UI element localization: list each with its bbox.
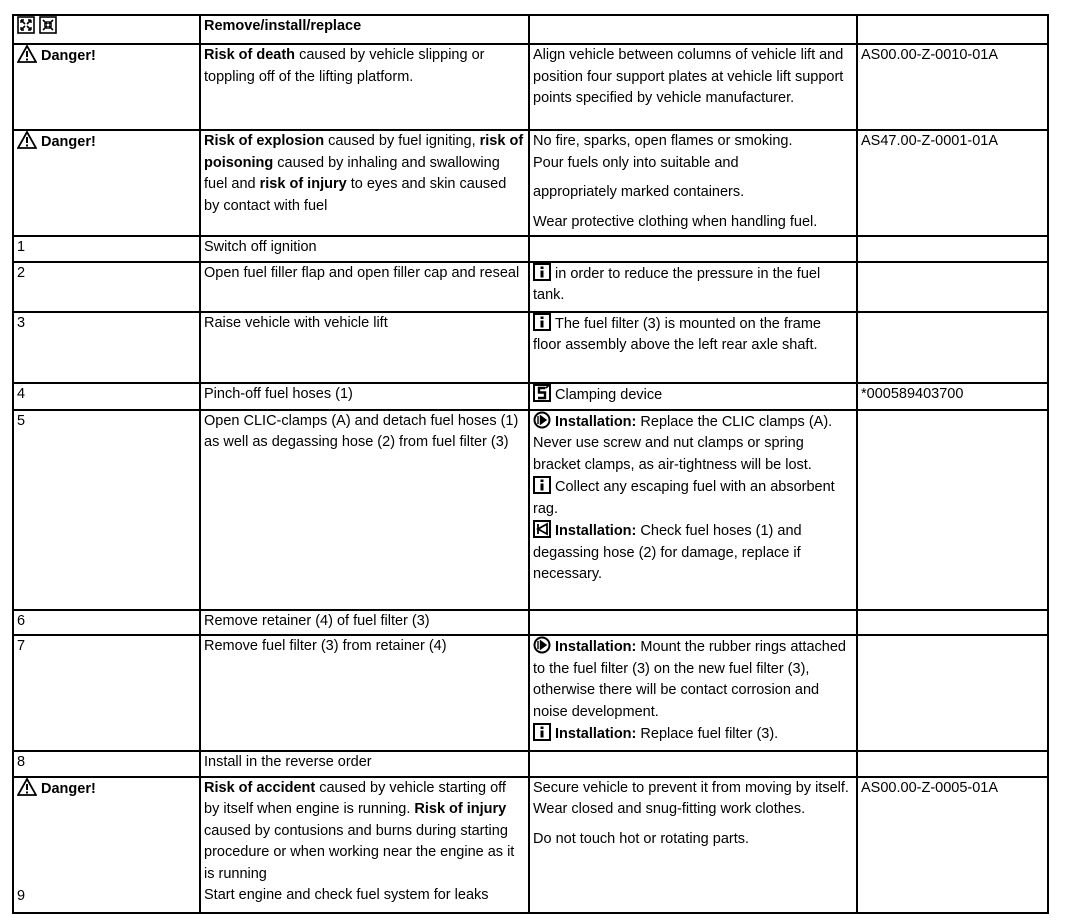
warning-icon: [17, 45, 37, 63]
step-note: Clamping device: [529, 383, 857, 410]
header-title: Remove/install/replace: [200, 15, 529, 44]
step-number: 6: [13, 610, 200, 636]
step-text: Remove retainer (4) of fuel filter (3): [200, 610, 529, 636]
danger-row-fuel: [13, 130, 1048, 236]
danger-text: Risk of death caused by vehicle slipping or toppling off of the lifting platform.: [200, 44, 529, 130]
step-text: Open fuel filler flap and open filler cap and reseal: [200, 262, 529, 312]
check-icon: [533, 520, 551, 538]
step-text: Pinch-off fuel hoses (1): [200, 383, 529, 410]
step-text: Open CLIC-clamps (A) and detach fuel hoses (1) as well as degassing hose (2) from fuel filter (3): [200, 410, 529, 610]
step-number: 8: [13, 751, 200, 777]
info-icon: [533, 313, 551, 331]
remove-icon: [17, 16, 35, 34]
installation-notice-icon: [533, 636, 551, 654]
danger-label: Danger!: [41, 780, 96, 797]
info-icon: [533, 723, 551, 741]
step-number: 4: [13, 383, 200, 410]
info-icon: [533, 263, 551, 281]
tool-reference: *000589403700: [857, 383, 1048, 410]
danger-reference: AS47.00-Z-0001-01A: [857, 130, 1048, 236]
step-note: The fuel filter (3) is mounted on the frame floor assembly above the left rear axle shaft.: [529, 312, 857, 383]
danger-text: Risk of accident caused by vehicle starting off by itself when engine is running. Risk of injury caused by contusions and burns during starting procedure or when working near the engine as it is running Start engine and check fuel system for leaks: [200, 777, 529, 913]
danger-text: Risk of explosion caused by fuel igniting, risk of poisoning caused by inhaling and swallowing fuel and risk of injury to eyes and skin caused by contact with fuel: [200, 130, 529, 236]
header-icons-cell: [13, 15, 200, 44]
table-row: [13, 312, 1048, 383]
info-icon: [533, 476, 551, 494]
procedure-table: [12, 14, 1049, 914]
step-text: Remove fuel filter (3) from retainer (4): [200, 635, 529, 751]
danger-measure: No fire, sparks, open flames or smoking. Pour fuels only into suitable and appropriately marked containers. Wear protective clothing when handling fuel.: [529, 130, 857, 236]
danger-measure: Secure vehicle to prevent it from moving by itself. Wear closed and snug-fitting work clothes. Do not touch hot or rotating parts.: [529, 777, 857, 913]
step-number: 2: [13, 262, 200, 312]
danger-label: Danger!: [41, 134, 96, 150]
step-text: Start engine and check fuel system for leaks: [204, 887, 489, 903]
step-text: Raise vehicle with vehicle lift: [200, 312, 529, 383]
table-header-row: [13, 15, 1048, 44]
installation-notice-icon: [533, 411, 551, 429]
table-row: [13, 410, 1048, 610]
step-text: Install in the reverse order: [200, 751, 529, 777]
danger-reference: AS00.00-Z-0005-01A: [857, 777, 1048, 913]
step-number: 7: [13, 635, 200, 751]
step-number: 1: [13, 236, 200, 262]
warning-icon: [17, 131, 37, 149]
danger-row-lift: [13, 44, 1048, 130]
step-note: in order to reduce the pressure in the fuel tank.: [529, 262, 857, 312]
danger-row-engine: [13, 777, 1048, 913]
step-number: 3: [13, 312, 200, 383]
special-tool-icon: [533, 384, 551, 402]
table-row: [13, 635, 1048, 751]
danger-label-cell: [13, 130, 200, 236]
table-row: [13, 751, 1048, 777]
table-row: [13, 383, 1048, 410]
step-note: Installation: Replace the CLIC clamps (A). Never use screw and nut clamps or spring bracket clamps, as air-tightness will be lost. Collect any escaping fuel with an absorbent rag. Installation: Check fuel hoses (1) and degassing hose (2) for damage, replace if necessary.: [529, 410, 857, 610]
table-row: [13, 236, 1048, 262]
danger-label-cell: [13, 777, 200, 913]
table-row: [13, 262, 1048, 312]
table-row: [13, 610, 1048, 636]
step-number: 5: [13, 410, 200, 610]
step-number: 9: [17, 887, 26, 904]
warning-icon: [17, 778, 37, 796]
step-text: Switch off ignition: [200, 236, 529, 262]
danger-label: Danger!: [41, 48, 96, 64]
step-note: Installation: Mount the rubber rings attached to the fuel filter (3) on the new fuel filter (3), otherwise there will be contact corrosion and noise development. Installation: Replace fuel filter (3).: [529, 635, 857, 751]
install-icon: [39, 16, 57, 34]
danger-reference: AS00.00-Z-0010-01A: [857, 44, 1048, 130]
danger-label-cell: [13, 44, 200, 130]
danger-measure: Align vehicle between columns of vehicle lift and position four support plates at vehicle lift support points specified by vehicle manufacturer.: [529, 44, 857, 130]
